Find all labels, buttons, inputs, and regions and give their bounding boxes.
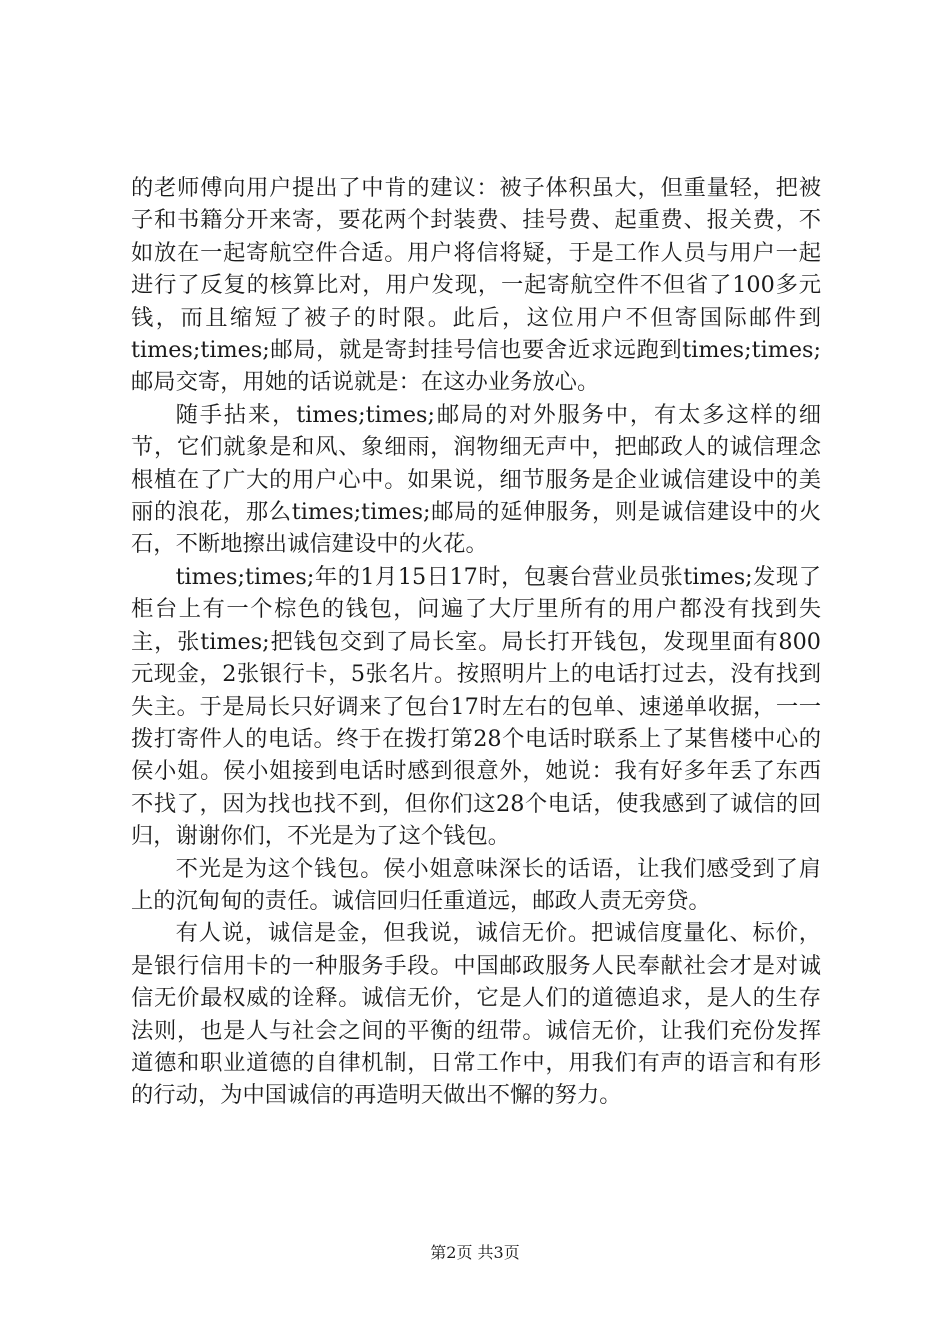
paragraph-continued: 的老师傅向用户提出了中肯的建议：被子体积虽大，但重量轻，把被子和书籍分开来寄，要花两个封装费、挂号费、起重费、报关费，不如放在一起寄航空件合适。用户将信将疑，于是工作人员与用户一起进行了反复的核算比对，用户发现，一起寄航空件不但省了100多元钱，而且缩短了被子的时限。此后，这位用户不但寄国际邮件到times;times;邮局，就是寄封挂号信也要舍近求远跑到times;times;邮局交寄，用她的话说就是：在这办业务放心。 [131,175,821,396]
document-body [131,172,821,1112]
page-number-footer: 第2页 共3页 [430,1243,520,1262]
paragraph: times;times;年的1月15日17时，包裹台营业员张times;发现了柜台上有一个棕色的钱包，问遍了大厅里所有的用户都没有找到失主，张times;把钱包交到了局长室。局长打开钱包，发现里面有800元现金，2张银行卡，5张名片。按照明片上的电话打过去，没有找到失主。于是局长只好调来了包台17时左右的包单、速递单收据，一一拨打寄件人的电话。终于在拨打第28个电话时联系上了某售楼中心的侯小姐。侯小姐接到电话时感到很意外，她说：我有好多年丢了东西不找了，因为找也找不到，但你们这28个电话，使我感到了诚信的回归，谢谢你们，不光是为了这个钱包。 [131,563,821,850]
paragraph: 不光是为这个钱包。侯小姐意味深长的话语，让我们感受到了肩上的沉甸甸的责任。诚信回归任重道远，邮政人责无旁贷。 [131,855,821,914]
paragraph: 随手拈来，times;times;邮局的对外服务中，有太多这样的细节，它们就象是和风、象细雨，润物细无声中，把邮政人的诚信理念根植在了广大的用户心中。如果说，细节服务是企业诚信建设中的美丽的浪花，那么times;times;邮局的延伸服务，则是诚信建设中的火石，不断地擦出诚信建设中的火花。 [131,401,821,558]
paragraph: 有人说，诚信是金，但我说，诚信无价。把诚信度量化、标价，是银行信用卡的一种服务手段。中国邮政服务人民奉献社会才是对诚信无价最权威的诠释。诚信无价，它是人们的道德追求，是人的生存法则，也是人与社会之间的平衡的纽带。诚信无价，让我们充份发挥道德和职业道德的自律机制，日常工作中，用我们有声的语言和有形的行动，为中国诚信的再造明天做出不懈的努力。 [131,920,821,1109]
